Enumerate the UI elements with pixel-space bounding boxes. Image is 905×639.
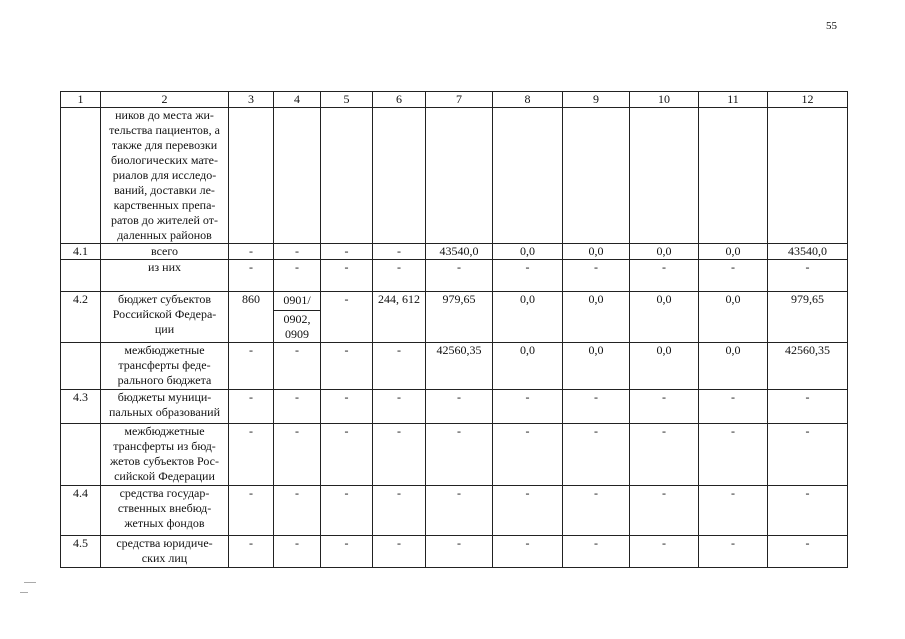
value-cell: - <box>493 486 563 536</box>
header-cell: 6 <box>373 92 426 108</box>
value-cell: - <box>274 424 321 486</box>
table-cell <box>274 108 321 244</box>
value-cell: - <box>274 260 321 292</box>
text-line: межбюджетные <box>124 343 205 357</box>
value-cell: - <box>630 486 699 536</box>
value-cell: 0,0 <box>493 292 563 343</box>
value-cell: - <box>321 486 373 536</box>
header-cell: 7 <box>426 92 493 108</box>
value-cell: - <box>630 260 699 292</box>
table-row <box>61 486 848 536</box>
header-cell: 1 <box>61 92 101 108</box>
value-cell: 0,0 <box>493 244 563 260</box>
value-cell: - <box>274 536 321 568</box>
text-line: риалов для исследо- <box>112 168 217 182</box>
value-cell: 979,65 <box>768 292 848 343</box>
text-line: средства государ- <box>119 486 210 500</box>
row-number-cell: 4.4 <box>61 486 101 536</box>
row-number-cell <box>61 108 101 244</box>
text-line: даленных районов <box>117 228 212 242</box>
text-line: жетных фондов <box>124 516 205 530</box>
value-cell: - <box>373 244 426 260</box>
value-cell: - <box>563 390 630 424</box>
text-line: ратов до жителей от- <box>111 213 218 227</box>
value-cell: 42560,35 <box>768 343 848 390</box>
value-cell: - <box>768 260 848 292</box>
row-name-cell <box>101 486 229 536</box>
value-cell: - <box>229 486 274 536</box>
text-line: из них <box>147 260 181 274</box>
value-cell: - <box>373 536 426 568</box>
value-cell: - <box>630 424 699 486</box>
value-cell: 0,0 <box>699 343 768 390</box>
value-cell: 0,0 <box>563 343 630 390</box>
table-row-continued <box>61 108 848 244</box>
value-cell: 43540,0 <box>768 244 848 260</box>
text-line: трансферты из бюд- <box>113 439 216 453</box>
value-cell: - <box>274 343 321 390</box>
table-cell <box>426 108 493 244</box>
header-cell: 8 <box>493 92 563 108</box>
value-cell: - <box>768 536 848 568</box>
value-cell: - <box>493 260 563 292</box>
value-cell: 244, 612 <box>373 292 426 343</box>
scan-mark <box>24 582 36 583</box>
value-cell: - <box>699 390 768 424</box>
table-cell <box>321 108 373 244</box>
table-cell <box>630 108 699 244</box>
value-cell: - <box>373 343 426 390</box>
value-cell: - <box>563 424 630 486</box>
value-cell: - <box>768 486 848 536</box>
value-cell: - <box>563 486 630 536</box>
value-cell: - <box>426 536 493 568</box>
value-cell: - <box>699 260 768 292</box>
text-line: тельства пациентов, а <box>109 123 220 137</box>
header-cell: 11 <box>699 92 768 108</box>
value-cell: - <box>373 260 426 292</box>
value-cell: - <box>229 390 274 424</box>
value-cell: - <box>630 536 699 568</box>
row-name-cell <box>101 343 229 390</box>
text-line: средства юридиче- <box>116 536 213 550</box>
table-row <box>61 260 848 292</box>
text-line: Российской Федера- <box>112 307 217 321</box>
value-cell: 0,0 <box>630 343 699 390</box>
text-line: ции <box>154 322 175 336</box>
table-cell <box>493 108 563 244</box>
header-cell: 3 <box>229 92 274 108</box>
value-cell: 0,0 <box>699 244 768 260</box>
text-line: также для перевозки <box>111 138 218 152</box>
text-line: жетов субъектов Рос- <box>110 454 219 468</box>
value-cell: - <box>699 536 768 568</box>
row-name-cell <box>101 260 229 292</box>
table-row <box>61 424 848 486</box>
row-name-cell <box>101 390 229 424</box>
scan-mark <box>20 592 28 593</box>
value-cell: - <box>274 390 321 424</box>
continued-name-cell <box>101 108 229 244</box>
value-cell: - <box>321 260 373 292</box>
value-cell: - <box>426 486 493 536</box>
text-line: бюджеты муници- <box>117 390 212 404</box>
row-number-cell: 4.1 <box>61 244 101 260</box>
text-line: рального бюджета <box>117 373 212 387</box>
value-cell: - <box>768 390 848 424</box>
row-number-cell: 4.2 <box>61 292 101 343</box>
value-cell: - <box>274 486 321 536</box>
value-cell: - <box>321 536 373 568</box>
header-cell: 10 <box>630 92 699 108</box>
value-cell: 43540,0 <box>426 244 493 260</box>
header-cell: 2 <box>101 92 229 108</box>
value-cell: - <box>373 390 426 424</box>
value-cell: - <box>321 343 373 390</box>
table-cell <box>563 108 630 244</box>
table-cell <box>373 108 426 244</box>
row-name-cell <box>101 424 229 486</box>
text-line: 0909 <box>285 327 309 341</box>
value-cell: 0,0 <box>563 244 630 260</box>
value-cell: - <box>373 424 426 486</box>
text-line: сийской Федерации <box>114 469 215 483</box>
text-line: бюджет субъектов <box>117 292 212 306</box>
header-cell: 12 <box>768 92 848 108</box>
value-cell: - <box>630 390 699 424</box>
value-cell: 0,0 <box>630 292 699 343</box>
value-cell: 860 <box>229 292 274 343</box>
value-cell: - <box>426 424 493 486</box>
text-line: всего <box>150 244 179 258</box>
value-cell: - <box>493 536 563 568</box>
row-name-cell <box>101 244 229 260</box>
table-row <box>61 343 848 390</box>
value-cell: - <box>768 424 848 486</box>
text-line: ских лиц <box>141 551 188 565</box>
row-number-cell <box>61 260 101 292</box>
value-cell: 0,0 <box>630 244 699 260</box>
text-line: трансферты феде- <box>118 358 211 372</box>
text-line: пальных образований <box>109 405 220 419</box>
value-cell: - <box>493 390 563 424</box>
value-cell: 0,0 <box>699 292 768 343</box>
page-number: 55 <box>826 20 837 32</box>
budget-table <box>60 91 848 568</box>
value-cell: - <box>229 424 274 486</box>
row-number-cell: 4.5 <box>61 536 101 568</box>
table-header-row <box>61 92 848 108</box>
text-line: 0902, <box>283 312 311 326</box>
value-cell: 0,0 <box>493 343 563 390</box>
row-name-cell <box>101 536 229 568</box>
value-cell: - <box>321 424 373 486</box>
value-cell: - <box>229 536 274 568</box>
row-number-cell <box>61 343 101 390</box>
value-cell: - <box>321 244 373 260</box>
value-cell: - <box>563 536 630 568</box>
value-cell: - <box>229 343 274 390</box>
text-line: межбюджетные <box>124 424 205 438</box>
row-number-cell <box>61 424 101 486</box>
value-cell: - <box>321 292 373 343</box>
table-row <box>61 244 848 260</box>
table-row <box>61 390 848 424</box>
value-cell: - <box>229 244 274 260</box>
row-number-cell: 4.3 <box>61 390 101 424</box>
value-cell: 979,65 <box>426 292 493 343</box>
value-cell: 42560,35 <box>426 343 493 390</box>
text-line: биологических мате- <box>110 153 219 167</box>
text-line: ников до места жи- <box>115 108 214 122</box>
text-line: ваний, доставки ле- <box>114 183 215 197</box>
value-cell: - <box>563 260 630 292</box>
header-cell: 5 <box>321 92 373 108</box>
value-cell-split <box>274 292 321 343</box>
table-row <box>61 536 848 568</box>
header-cell: 9 <box>563 92 630 108</box>
split-bottom-value <box>274 311 320 342</box>
value-cell: - <box>699 424 768 486</box>
text-line: карственных препа- <box>113 198 216 212</box>
value-cell: - <box>699 486 768 536</box>
value-cell: - <box>229 260 274 292</box>
value-cell: 0,0 <box>563 292 630 343</box>
value-cell: - <box>426 390 493 424</box>
row-name-cell <box>101 292 229 343</box>
value-cell: - <box>321 390 373 424</box>
header-cell: 4 <box>274 92 321 108</box>
text-line: ственных внебюд- <box>117 501 212 515</box>
table-cell <box>229 108 274 244</box>
table-row <box>61 292 848 343</box>
table-cell <box>768 108 848 244</box>
value-cell: - <box>493 424 563 486</box>
value-cell: - <box>274 244 321 260</box>
value-cell: - <box>373 486 426 536</box>
value-cell: - <box>426 260 493 292</box>
table-cell <box>699 108 768 244</box>
split-top-value: 0901/ <box>274 292 320 311</box>
